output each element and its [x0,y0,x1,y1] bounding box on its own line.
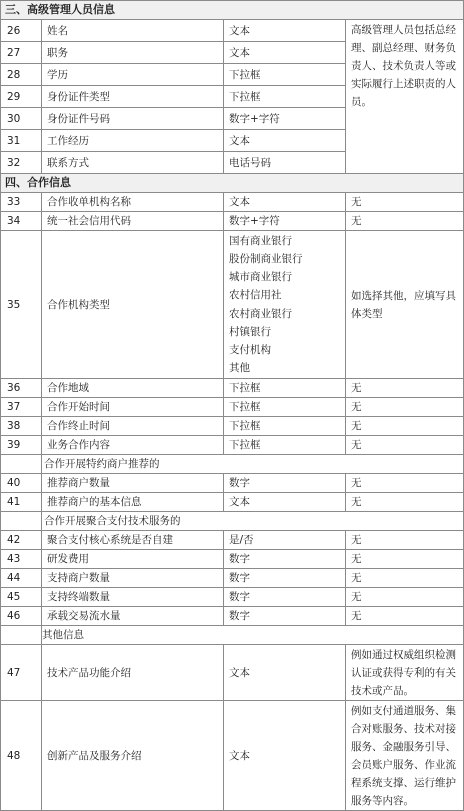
row-number: 42 [1,531,42,550]
org-type-option: 城市商业银行 [229,271,292,284]
row-number: 45 [1,588,42,607]
field-type: 文本 [224,20,346,42]
row-number: 40 [1,474,42,493]
row-number: 32 [1,152,42,174]
field-note: 如选择其他，应填写具体类型 [346,231,464,379]
field-type: 下拉框 [224,436,346,455]
org-type-option: 国有商业银行 [229,234,292,247]
field-note: 无 [346,212,464,231]
row-number: 37 [1,398,42,417]
field-type: 文本 [224,493,346,512]
row-number: 29 [1,86,42,108]
field-name: 支持终端数量 [42,588,224,607]
field-note: 无 [346,193,464,212]
field-name: 工作经历 [42,130,224,152]
row-number: 31 [1,130,42,152]
field-name: 身份证件类型 [42,86,224,108]
field-type: 电话号码 [224,152,346,174]
field-name: 学历 [42,64,224,86]
row-number: 38 [1,417,42,436]
field-name: 推荐商户数量 [42,474,224,493]
field-note: 无 [346,474,464,493]
field-name: 合作机构类型 [42,231,224,379]
org-type-option: 村镇银行 [229,325,271,338]
field-note: 无 [346,607,464,626]
field-type: 文本 [224,701,346,811]
subsection-header: 其他信息 [42,626,464,645]
field-name: 身份证件号码 [42,108,224,130]
field-name: 合作开始时间 [42,398,224,417]
row-number: 26 [1,20,42,42]
field-note: 无 [346,588,464,607]
field-name: 合作地域 [42,379,224,398]
subsection-header: 合作开展聚合支付技术服务的 [42,512,464,531]
field-name: 统一社会信用代码 [42,212,224,231]
field-note: 无 [346,550,464,569]
field-note: 无 [346,531,464,550]
field-name: 支持商户数量 [42,569,224,588]
row-number: 35 [1,231,42,379]
field-type: 数字 [224,569,346,588]
row-number: 41 [1,493,42,512]
section-header-3: 三、高级管理人员信息 [1,1,464,20]
field-note: 无 [346,417,464,436]
field-type: 下拉框 [224,417,346,436]
subsection-header: 合作开展特约商户推荐的 [42,455,464,474]
row-number: 28 [1,64,42,86]
field-type: 文本 [224,42,346,64]
field-name: 合作收单机构名称 [42,193,224,212]
field-name: 聚合支付核心系统是否自建 [42,531,224,550]
org-type-option: 农村信用社 [229,289,282,302]
row-number: 39 [1,436,42,455]
row-number: 46 [1,607,42,626]
field-name: 合作终止时间 [42,417,224,436]
field-name: 联系方式 [42,152,224,174]
field-type: 文本 [224,130,346,152]
field-type: 是/否 [224,531,346,550]
org-type-option: 农村商业银行 [229,307,292,320]
field-note: 无 [346,436,464,455]
field-type: 数字 [224,550,346,569]
field-note: 例如支付通道服务、集合对账服务、技术对接服务、金融服务引导、会员账户服务、作业流程系统支撑、运行维护服务等内容。 [346,701,464,811]
row-number: 36 [1,379,42,398]
field-name: 承载交易流水量 [42,607,224,626]
field-type: 数字 [224,474,346,493]
org-type-option: 其他 [229,362,250,375]
field-type: 数字 [224,588,346,607]
row-number: 33 [1,193,42,212]
field-type: 下拉框 [224,86,346,108]
org-type-options [224,231,346,379]
field-name: 姓名 [42,20,224,42]
field-type: 下拉框 [224,64,346,86]
field-name: 推荐商户的基本信息 [42,493,224,512]
row-number: 30 [1,108,42,130]
field-type: 数字+字符 [224,108,346,130]
org-type-option: 支付机构 [229,343,271,356]
row-number: 43 [1,550,42,569]
row-number: 47 [1,645,42,701]
field-name: 职务 [42,42,224,64]
mgmt-note: 高级管理人员包括总经理、副总经理、财务负责人、技术负责人等或实际履行上述职责的人员。 [346,20,464,174]
field-name: 业务合作内容 [42,436,224,455]
field-note: 无 [346,379,464,398]
row-number: 27 [1,42,42,64]
field-name: 创新产品及服务介绍 [42,701,224,811]
field-type: 文本 [224,193,346,212]
org-type-option: 股份制商业银行 [229,252,303,265]
row-number: 44 [1,569,42,588]
field-name: 技术产品功能介绍 [42,645,224,701]
field-type: 文本 [224,645,346,701]
row-number: 48 [1,701,42,811]
field-name: 研发费用 [42,550,224,569]
field-type: 数字 [224,607,346,626]
field-note: 无 [346,569,464,588]
field-type: 下拉框 [224,379,346,398]
field-note: 无 [346,398,464,417]
section-header-4: 四、合作信息 [1,174,464,193]
field-note: 无 [346,493,464,512]
row-number: 34 [1,212,42,231]
field-note: 例如通过权威组织检测认证或获得专利的有关技术或产品。 [346,645,464,701]
field-type: 下拉框 [224,398,346,417]
field-type: 数字+字符 [224,212,346,231]
